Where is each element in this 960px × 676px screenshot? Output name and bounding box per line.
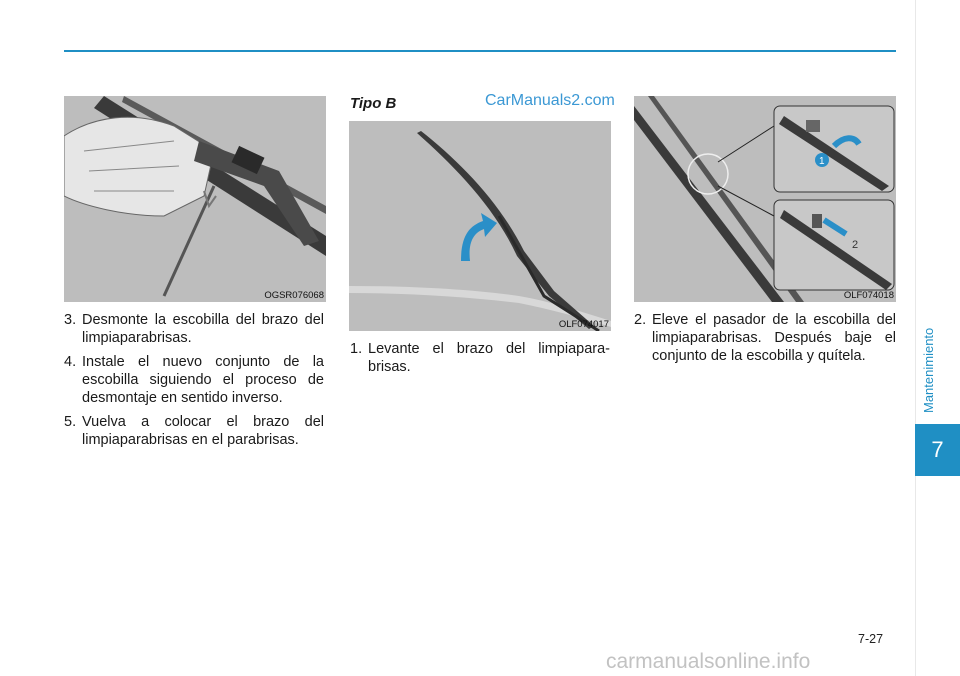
step-number: 2. — [634, 312, 647, 328]
list-item — [64, 413, 324, 449]
figure-release-pin — [634, 96, 896, 302]
list-item — [350, 340, 610, 376]
step-number: 4. — [64, 354, 77, 370]
figure-remove-blade — [64, 96, 326, 302]
step-number: 1. — [350, 341, 363, 357]
figure-code: OLF074017 — [558, 319, 609, 330]
figure-code: OGSR076068 — [264, 290, 324, 301]
chapter-tab: 7 — [915, 424, 960, 476]
step-text: Desmonte la escobilla del brazo del limpiaparabrisas. — [82, 312, 324, 346]
wiper-hand-illustration — [64, 96, 326, 302]
figure-code: OLF074018 — [843, 290, 894, 301]
watermark-bottom: carmanualsonline.info — [606, 650, 811, 673]
step-number: 3. — [64, 312, 77, 328]
step-text: Eleve el pasador de la escobilla del limpiaparabrisas. Después baje el conjunto de la escobilla y quítela. — [652, 312, 896, 364]
list-item — [64, 353, 324, 407]
figure-lift-arm — [349, 121, 611, 331]
step-text: Levante el brazo del limpiapara-brisas. — [368, 341, 610, 375]
callout-1: 1 — [819, 156, 825, 167]
sidebar-divider — [915, 0, 916, 676]
column-1-text — [64, 311, 324, 455]
list-item — [64, 311, 324, 347]
column-2-text — [350, 340, 610, 382]
section-title: Mantenimiento — [921, 327, 936, 413]
wiper-pin-illustration — [634, 96, 896, 302]
header-rule — [64, 50, 896, 52]
step-text: Vuelva a colocar el brazo del limpiaparabrisas en el parabrisas. — [82, 414, 324, 448]
step-text: Instale el nuevo conjunto de la escobilla siguiendo el proceso de desmontaje en sentido inverso. — [82, 354, 324, 406]
wiper-arm-illustration — [349, 121, 611, 331]
callout-2: 2 — [852, 239, 859, 251]
watermark-top: CarManuals2.com — [485, 92, 615, 109]
page-number: 7-27 — [858, 632, 884, 646]
list-item — [634, 311, 896, 365]
step-number: 5. — [64, 414, 77, 430]
subheading: Tipo B — [350, 95, 397, 112]
column-3-text — [634, 311, 896, 371]
